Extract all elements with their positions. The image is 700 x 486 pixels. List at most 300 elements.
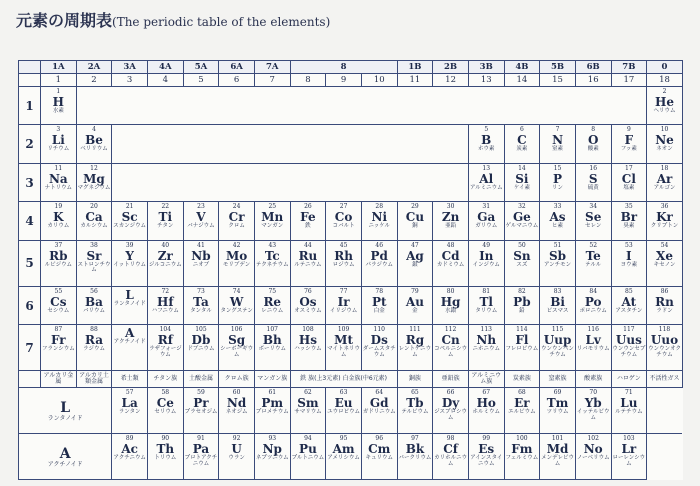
atomic-number: 63 <box>339 389 348 397</box>
element-name-jp: ナトリウム <box>44 184 73 191</box>
element-symbol: Tb <box>406 396 424 411</box>
corner-cell <box>19 74 41 87</box>
element-gd <box>361 388 397 434</box>
group-family-label: 銅族 <box>397 371 433 388</box>
element-at <box>611 286 647 324</box>
element-name-jp: マンガン <box>261 223 284 230</box>
element-cm <box>361 434 397 480</box>
atomic-number: 91 <box>197 435 205 443</box>
element-name-jp: 銅 <box>412 223 418 230</box>
element-symbol: Mo <box>225 248 248 263</box>
element-symbol: Bh <box>262 333 282 348</box>
group-number: 11 <box>397 74 433 87</box>
element-name-jp: 鉛 <box>519 307 525 314</box>
element-name-jp: タングステン <box>220 307 253 314</box>
element-ne <box>647 125 683 163</box>
element-symbol: B <box>481 133 492 148</box>
atomic-number: 66 <box>446 389 455 397</box>
element-symbol: Ds <box>370 333 388 348</box>
element-symbol: O <box>587 133 599 148</box>
element-fe <box>290 202 326 240</box>
element-name-jp: ベリリウム <box>80 146 108 153</box>
element-lr <box>611 434 647 480</box>
element-name-jp: ハフニウム <box>151 307 179 314</box>
atomic-number: 109 <box>337 326 350 334</box>
element-he <box>647 87 683 125</box>
element-po <box>575 286 611 324</box>
element-uup <box>540 325 576 371</box>
element-name-jp: アクチニウム <box>113 455 146 462</box>
atomic-number: 34 <box>589 203 598 211</box>
series-symbol: A <box>59 445 71 462</box>
element-name-jp: ウンウンオクチウム <box>648 346 681 358</box>
element-yb <box>575 388 611 434</box>
group-number: 7 <box>254 74 290 87</box>
element-symbol: Zn <box>441 210 460 225</box>
group-label-old: 6B <box>575 61 611 74</box>
period-number: 3 <box>19 163 41 201</box>
element-cu <box>397 202 433 240</box>
element-name-jp: ウラン <box>228 455 245 462</box>
element-symbol: Lv <box>585 333 601 348</box>
element-name-jp: マグネシウム <box>77 184 111 191</box>
element-name-jp: 亜鉛 <box>445 223 457 230</box>
element-name-jp: 酸素 <box>587 146 599 153</box>
atomic-number: 20 <box>90 203 98 211</box>
element-mg <box>76 163 112 201</box>
element-name-jp: キュリウム <box>365 455 393 462</box>
element-pb <box>504 286 540 324</box>
element-n <box>540 125 576 163</box>
element-name-jp: タリウム <box>475 307 498 314</box>
element-name-jp: ホルミウム <box>472 409 500 416</box>
element-name-jp: 白金 <box>373 307 385 314</box>
atomic-number: 19 <box>54 203 63 211</box>
element-symbol: I <box>626 248 632 263</box>
group-number: 16 <box>575 74 611 87</box>
element-name-jp: バナジウム <box>187 223 215 230</box>
atomic-number: 105 <box>195 326 207 334</box>
element-symbol: Sb <box>549 248 567 263</box>
element-name-jp: フェルミウム <box>505 455 539 462</box>
element-name-jp: ハッシウム <box>294 346 322 353</box>
group-label-old: 8 <box>290 61 397 74</box>
element-pa <box>183 434 219 480</box>
element-name-jp: テクネチウム <box>255 261 289 268</box>
element-asym <box>112 325 148 371</box>
element-pr <box>183 388 219 434</box>
atomic-number: 21 <box>125 203 134 211</box>
element-symbol: Fr <box>51 333 66 348</box>
element-name-jp: バークリウム <box>398 455 432 462</box>
element-no <box>575 434 611 480</box>
atomic-number: 90 <box>161 435 170 443</box>
atomic-number: 77 <box>339 287 348 295</box>
element-am <box>326 434 362 480</box>
atomic-number: 41 <box>197 241 205 249</box>
atomic-number: 12 <box>90 164 98 172</box>
group-family-label: マンガン族 <box>254 371 290 388</box>
element-name-jp: アメリシウム <box>327 455 360 462</box>
group-number: 3 <box>112 74 148 87</box>
element-name-jp: テルビウム <box>401 409 429 416</box>
element-cl <box>611 163 647 201</box>
element-name-jp: ビスマス <box>546 307 569 314</box>
atomic-number: 80 <box>446 287 455 295</box>
element-symbol: Au <box>405 294 424 309</box>
period-row <box>19 325 683 371</box>
element-symbol: Es <box>478 442 495 457</box>
element-ar <box>647 163 683 201</box>
element-bh <box>254 325 290 371</box>
element-symbol: Db <box>191 333 211 348</box>
element-symbol: Kr <box>656 210 673 225</box>
element-symbol: Ne <box>655 133 674 148</box>
atomic-number: 118 <box>658 326 671 334</box>
atomic-number: 27 <box>339 203 348 211</box>
element-symbol: Ge <box>512 210 531 225</box>
element-mn <box>254 202 290 240</box>
element-name-jp: カリウム <box>47 223 70 230</box>
element-symbol: P <box>553 171 563 186</box>
atomic-number: 39 <box>125 241 134 249</box>
atomic-number: 48 <box>446 241 455 249</box>
element-dy <box>433 388 469 434</box>
atomic-number: 56 <box>90 287 98 295</box>
atomic-number: 58 <box>161 389 170 397</box>
period-number: 2 <box>19 125 41 163</box>
element-symbol: Lu <box>620 396 638 411</box>
atomic-number: 65 <box>411 389 419 397</box>
atomic-number: 112 <box>444 326 457 334</box>
atomic-number: 11 <box>54 164 63 172</box>
element-symbol: A <box>124 326 135 341</box>
element-cd <box>433 240 469 286</box>
group-family-label: 窒素族 <box>540 371 576 388</box>
element-name-jp: プラセオジム <box>184 409 218 416</box>
atomic-number: 36 <box>660 203 669 211</box>
element-symbol: Md <box>546 442 569 457</box>
element-name-jp: リチウム <box>47 146 70 153</box>
element-name-jp: セレン <box>585 223 602 230</box>
element-name-jp: コバルト <box>332 223 355 230</box>
element-symbol: Ce <box>156 396 174 411</box>
element-sb <box>540 240 576 286</box>
element-na <box>41 163 77 201</box>
element-ag <box>397 240 433 286</box>
element-au <box>397 286 433 324</box>
atomic-number: 5 <box>484 126 489 134</box>
element-symbol: Rb <box>49 248 68 263</box>
element-name-jp: インジウム <box>472 261 500 268</box>
element-nb <box>183 240 219 286</box>
atomic-number: 64 <box>375 389 384 397</box>
atomic-number: 73 <box>197 287 205 295</box>
element-symbol: Mt <box>334 333 353 348</box>
empty-gap <box>112 125 469 163</box>
element-symbol: Cd <box>441 248 460 263</box>
group-label-old: 1A <box>41 61 77 74</box>
atomic-number: 94 <box>304 435 312 443</box>
atomic-number: 9 <box>626 126 631 134</box>
element-name-jp: 鉄 <box>305 223 311 230</box>
element-name-jp: チタン <box>157 223 174 230</box>
atomic-number: 53 <box>625 241 633 249</box>
atomic-number: 82 <box>518 287 526 295</box>
element-tc <box>254 240 290 286</box>
element-symbol: F <box>624 133 634 148</box>
group-family-label: 鉄 族(上3元素) 白金族(中6元素) <box>290 371 397 388</box>
element-symbol: Al <box>479 171 494 186</box>
element-symbol: Yb <box>584 396 602 411</box>
element-fl <box>504 325 540 371</box>
element-be <box>76 125 112 163</box>
element-symbol: Mg <box>83 171 105 186</box>
element-symbol: Ar <box>656 171 673 186</box>
element-lu <box>611 388 647 434</box>
element-symbol: Ho <box>476 396 496 411</box>
atomic-number: 96 <box>375 435 384 443</box>
group-number: 8 <box>290 74 326 87</box>
group-label-old: 7A <box>254 61 290 74</box>
atomic-number: 14 <box>518 164 526 172</box>
element-symbol: Os <box>299 294 317 309</box>
element-name-jp: プロトアクチニウム <box>184 455 218 467</box>
atomic-number: 99 <box>482 435 491 443</box>
element-name-jp: ウンウンセプチウム <box>612 346 646 358</box>
atomic-number: 24 <box>232 203 241 211</box>
element-nd <box>219 388 255 434</box>
element-zn <box>433 202 469 240</box>
atomic-number: 111 <box>409 326 421 334</box>
element-symbol: Ni <box>371 210 388 225</box>
element-symbol: K <box>53 210 64 225</box>
element-symbol: Ba <box>85 294 103 309</box>
atomic-number: 95 <box>339 435 348 443</box>
group-label-old: 7B <box>611 61 647 74</box>
element-symbol: Be <box>85 133 103 148</box>
element-h <box>41 87 77 125</box>
element-name-jp: アンチモン <box>543 261 572 268</box>
element-symbol: Re <box>263 294 282 309</box>
element-k <box>41 202 77 240</box>
group-number: 14 <box>504 74 540 87</box>
element-name-jp: セシウム <box>47 307 70 314</box>
group-label-old: 3B <box>468 61 504 74</box>
element-br <box>611 202 647 240</box>
element-symbol: Uuo <box>650 333 679 348</box>
atomic-number: 87 <box>54 326 63 334</box>
element-symbol: Nh <box>476 333 497 348</box>
element-name-jp: ニホニウム <box>472 346 500 353</box>
group-label-old: 3A <box>112 61 148 74</box>
element-name-jp: オスミウム <box>294 307 322 314</box>
element-la <box>112 388 148 434</box>
group-number: 13 <box>468 74 504 87</box>
element-db <box>183 325 219 371</box>
element-name-jp: ルビジウム <box>44 261 73 268</box>
element-ce <box>147 388 183 434</box>
element-symbol: Dy <box>441 396 460 411</box>
element-symbol: No <box>583 442 603 457</box>
atomic-number: 107 <box>266 326 278 334</box>
atomic-number: 25 <box>268 203 277 211</box>
element-symbol: Rh <box>334 248 353 263</box>
element-sm <box>290 388 326 434</box>
atomic-number: 55 <box>54 287 63 295</box>
group-family-label: 亜鉛族 <box>433 371 469 388</box>
element-symbol: Tl <box>479 294 493 309</box>
element-symbol: Sr <box>86 248 102 263</box>
atomic-number: 74 <box>232 287 241 295</box>
atomic-number: 110 <box>373 326 385 334</box>
atomic-number: 115 <box>551 326 564 334</box>
element-symbol: Th <box>156 442 175 457</box>
atomic-number: 1 <box>56 88 61 95</box>
series-label <box>19 388 112 434</box>
element-name-jp: ノーベリウム <box>576 455 610 462</box>
element-symbol: Co <box>334 210 353 225</box>
atomic-number: 46 <box>375 241 384 249</box>
element-rb <box>41 240 77 286</box>
element-symbol: Nd <box>226 396 247 411</box>
element-symbol: H <box>52 95 64 109</box>
element-name-jp: ガドリニウム <box>362 409 396 416</box>
element-name-jp: ラザフォージウム <box>148 346 182 358</box>
element-cs <box>41 286 77 324</box>
element-symbol: Pr <box>193 396 209 411</box>
atomic-number: 38 <box>90 241 98 249</box>
element-symbol: Ra <box>84 333 103 348</box>
element-lsym <box>112 286 148 324</box>
element-name-jp: 硫黄 <box>587 184 599 191</box>
element-name-jp: ダームスタチウム <box>362 346 396 358</box>
series-symbol: L <box>60 399 71 416</box>
group-number: 12 <box>433 74 469 87</box>
atomic-number: 23 <box>197 203 205 211</box>
element-name-jp: 炭素 <box>516 146 528 153</box>
element-symbol: N <box>552 133 564 148</box>
element-eu <box>326 388 362 434</box>
element-u <box>219 434 255 480</box>
period-row <box>19 125 683 163</box>
element-name-jp: テルル <box>585 261 602 268</box>
element-symbol: Gd <box>369 396 389 411</box>
element-symbol: Ca <box>85 210 103 225</box>
element-name-jp: ロジウム <box>332 261 355 268</box>
atomic-number: 102 <box>587 435 599 443</box>
element-name-jp: レントゲニウム <box>398 346 432 358</box>
element-sg <box>219 325 255 371</box>
element-name-jp: プロメチウム <box>255 409 289 416</box>
element-symbol: Y <box>125 248 134 263</box>
element-symbol: Bi <box>550 294 565 309</box>
element-name-jp: カルシウム <box>80 223 108 230</box>
element-symbol: Cl <box>621 171 636 186</box>
group-label-old: 5A <box>183 61 219 74</box>
atomic-number: 50 <box>518 241 526 249</box>
element-name-jp: リン <box>552 184 564 191</box>
atomic-number: 61 <box>268 389 277 397</box>
atomic-number: 86 <box>660 287 669 295</box>
element-symbol: At <box>621 294 637 309</box>
element-pt <box>361 286 397 324</box>
element-ta <box>183 286 219 324</box>
group-family-label: アルカリ土類金属 <box>76 371 112 388</box>
element-symbol: Fl <box>515 333 529 348</box>
group-label-old: 5B <box>540 61 576 74</box>
series-name-jp: アクチノイド <box>47 460 83 468</box>
atomic-number: 70 <box>589 389 598 397</box>
element-name-jp: ヘリウム <box>653 108 676 114</box>
atomic-number: 108 <box>302 326 314 334</box>
element-symbol: Ac <box>121 442 138 457</box>
period-row <box>19 163 683 201</box>
element-symbol: As <box>549 210 566 225</box>
element-nh <box>468 325 504 371</box>
group-number: 4 <box>147 74 183 87</box>
element-pd <box>361 240 397 286</box>
element-name-jp: セリウム <box>154 409 177 416</box>
element-fm <box>504 434 540 480</box>
element-symbol: Pa <box>192 442 210 457</box>
element-symbol: Uup <box>543 333 572 348</box>
group-family-label: 土酸金属 <box>183 371 219 388</box>
group-number: 15 <box>540 74 576 87</box>
element-symbol: Np <box>262 442 282 457</box>
atomic-number: 67 <box>482 389 491 397</box>
element-cf <box>433 434 469 480</box>
group-number: 17 <box>611 74 647 87</box>
element-symbol: Fm <box>511 442 533 457</box>
group-family-label: 希土類 <box>112 371 148 388</box>
element-symbol: Se <box>585 210 602 225</box>
period-row <box>19 87 683 125</box>
element-ga <box>468 202 504 240</box>
element-rh <box>326 240 362 286</box>
atomic-number: 13 <box>482 164 491 172</box>
element-name-jp: ローレンシウム <box>612 455 646 467</box>
atomic-number: 98 <box>446 435 455 443</box>
atomic-number: 54 <box>660 241 669 249</box>
element-name-jp: マイトネリウム <box>327 346 360 358</box>
group-number: 9 <box>326 74 362 87</box>
element-ti <box>147 202 183 240</box>
element-ru <box>290 240 326 286</box>
element-name-jp: ネオジム <box>225 409 248 416</box>
series-name-jp: ランタノイド <box>47 414 83 422</box>
atomic-number: 101 <box>551 435 564 443</box>
element-name-jp: リバモリウム <box>576 346 610 353</box>
group-label-old: 2B <box>433 61 469 74</box>
element-xe <box>647 240 683 286</box>
atomic-number: 88 <box>90 326 98 334</box>
element-name-jp: ジスプロシウム <box>434 409 467 421</box>
element-symbol: Cr <box>228 210 245 225</box>
element-ac <box>112 434 148 480</box>
element-re <box>254 286 290 324</box>
element-np <box>254 434 290 480</box>
element-symbol: U <box>231 442 242 457</box>
element-name-jp: プルトニウム <box>291 455 325 462</box>
element-symbol: Rn <box>655 294 674 309</box>
element-name-jp: ケイ素 <box>513 184 530 191</box>
group-family-label: アルミニウム族 <box>468 371 504 388</box>
group-number: 18 <box>647 74 683 87</box>
element-name-jp: モリブデン <box>222 261 251 268</box>
page-title: 元素の周期表(The periodic table of the elements) <box>16 11 331 30</box>
group-family-label: 不活性ガス <box>647 371 683 388</box>
